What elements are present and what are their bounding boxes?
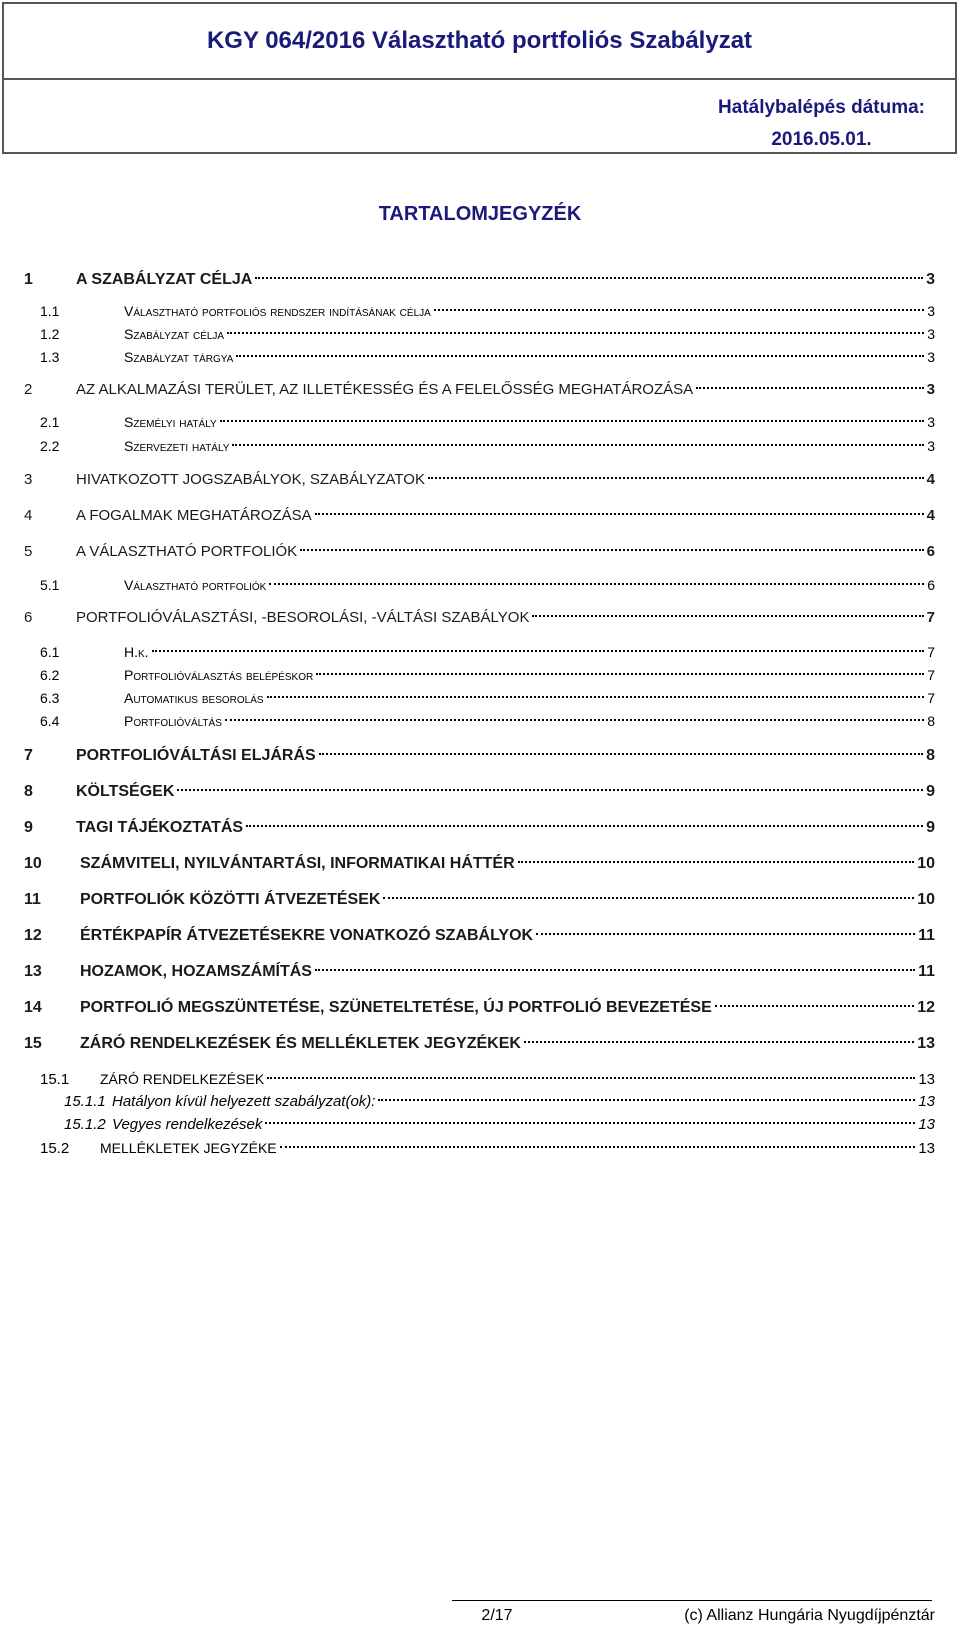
toc-entry[interactable]	[24, 607, 935, 629]
toc-leader	[220, 420, 925, 422]
toc-label: PORTFOLIÓK KÖZÖTTI ÁTVEZETÉSEK	[80, 891, 381, 908]
toc-entry[interactable]	[24, 1068, 935, 1090]
toc-page: 13	[918, 1140, 935, 1157]
toc-label: Választható portfoliók	[124, 577, 267, 593]
toc-entry[interactable]	[24, 300, 935, 322]
effective-date-label: Hatálybalépés dátuma:	[718, 97, 925, 118]
toc-number: 5.1	[40, 577, 60, 593]
toc-page: 9	[926, 783, 935, 800]
toc-page: 3	[926, 381, 935, 398]
toc-entry[interactable]	[24, 997, 935, 1019]
toc-leader	[315, 969, 915, 971]
toc-leader	[524, 1041, 914, 1043]
toc-leader	[280, 1146, 916, 1148]
toc-page: 13	[918, 1093, 935, 1110]
toc-number: 1.2	[40, 326, 60, 342]
toc-label: MELLÉKLETEK JEGYZÉKE	[100, 1140, 277, 1156]
toc-number: 15	[24, 1035, 42, 1052]
toc-page: 6	[926, 543, 935, 560]
toc-number: 1	[24, 271, 33, 288]
toc-entry[interactable]	[24, 346, 935, 368]
toc-label: KÖLTSÉGEK	[76, 783, 175, 800]
toc-leader	[227, 332, 924, 334]
toc-label: A SZABÁLYZAT CÉLJA	[76, 271, 253, 288]
toc-label: Portfolióválasztás belépéskor	[124, 667, 314, 683]
toc-leader	[434, 309, 924, 311]
toc-leader	[378, 1099, 915, 1101]
toc-number: 2.2	[40, 438, 60, 454]
toc-label: Vegyes rendelkezések	[112, 1116, 263, 1133]
toc-number: 9	[24, 819, 33, 836]
toc-page: 7	[927, 690, 935, 706]
toc-entry[interactable]	[24, 1091, 935, 1113]
toc-number: 15.1.2	[64, 1116, 106, 1133]
toc-number: 3	[24, 471, 33, 488]
toc-page: 13	[917, 1035, 935, 1052]
effective-date	[718, 92, 925, 156]
toc-leader	[428, 477, 924, 479]
toc-label: A FOGALMAK MEGHATÁROZÁSA	[76, 507, 312, 524]
toc-page: 3	[927, 438, 935, 454]
toc-leader	[246, 825, 923, 827]
toc-entry[interactable]	[24, 505, 935, 527]
toc-page: 8	[927, 713, 935, 729]
toc-entry[interactable]	[24, 745, 935, 767]
toc-number: 6.3	[40, 690, 60, 706]
toc-entry[interactable]	[24, 323, 935, 345]
toc-page: 6	[927, 577, 935, 593]
page-number: 2/17	[481, 1607, 513, 1624]
toc-label: Hatályon kívül helyezett szabályzat(ok):	[112, 1093, 376, 1110]
toc-entry[interactable]	[24, 411, 935, 433]
toc-label: Szervezeti hatály	[124, 438, 230, 454]
toc-leader	[696, 387, 924, 389]
toc-leader	[383, 897, 914, 899]
toc-entry[interactable]	[24, 1114, 935, 1136]
toc-number: 10	[24, 855, 42, 872]
toc-leader	[715, 1005, 914, 1007]
toc-number: 6	[24, 609, 33, 626]
toc-leader	[225, 719, 924, 721]
toc-number: 13	[24, 963, 42, 980]
toc-label: HOZAMOK, HOZAMSZÁMÍTÁS	[80, 963, 312, 980]
toc-entry[interactable]	[24, 641, 935, 663]
toc-page: 9	[926, 819, 935, 836]
toc-label: Szabályzat tárgya	[124, 349, 234, 365]
toc-entry[interactable]	[24, 853, 935, 875]
toc-heading: TARTALOMJEGYZÉK	[378, 203, 582, 225]
toc-label: A VÁLASZTHATÓ PORTFOLIÓK	[76, 543, 298, 560]
toc-number: 6.2	[40, 667, 60, 683]
toc-page: 3	[927, 414, 935, 430]
toc-leader	[265, 1122, 915, 1124]
toc-leader	[267, 696, 925, 698]
toc-leader	[319, 753, 923, 755]
toc-leader	[236, 355, 924, 357]
toc-label: PORTFOLIÓVÁLTÁSI ELJÁRÁS	[76, 747, 316, 764]
toc-entry[interactable]	[24, 687, 935, 709]
toc-page: 13	[918, 1116, 935, 1133]
toc-page: 10	[917, 891, 935, 908]
footer-divider	[452, 1600, 932, 1601]
toc-number: 15.1.1	[64, 1093, 106, 1110]
footer-copyright: (c) Allianz Hungária Nyugdíjpénztár	[684, 1607, 935, 1624]
toc-number: 7	[24, 747, 33, 764]
toc-number: 12	[24, 927, 42, 944]
toc-page: 3	[927, 326, 935, 342]
toc-label: Automatikus besorolás	[124, 690, 264, 706]
toc-number: 2.1	[40, 414, 60, 430]
toc-entry[interactable]	[24, 574, 935, 596]
toc-label: Személyi hatály	[124, 414, 217, 430]
toc-leader	[532, 615, 923, 617]
toc-number: 2	[24, 381, 33, 398]
toc-entry[interactable]	[24, 1033, 935, 1055]
toc-leader	[316, 673, 924, 675]
toc-page: 7	[927, 644, 935, 660]
toc-entry[interactable]	[24, 541, 935, 563]
document-title: KGY 064/2016 Választható portfoliós Szabályzat	[4, 4, 955, 80]
toc-label: H.k.	[124, 644, 149, 660]
toc-label: HIVATKOZOTT JOGSZABÁLYOK, SZABÁLYZATOK	[76, 471, 425, 488]
toc-label: ÉRTÉKPAPÍR ÁTVEZETÉSEKRE VONATKOZÓ SZABÁLYOK	[80, 927, 534, 944]
toc-number: 1.3	[40, 349, 60, 365]
toc-entry[interactable]	[24, 781, 935, 803]
toc-number: 4	[24, 507, 33, 524]
toc-leader	[269, 583, 924, 585]
toc-number: 15.2	[40, 1140, 70, 1157]
toc-leader	[152, 650, 925, 652]
toc-leader	[177, 789, 923, 791]
toc-label: Választható portfoliós rendszer indításának célja	[124, 303, 431, 319]
toc-page: 3	[926, 271, 935, 288]
toc-page: 4	[926, 507, 935, 524]
toc-entry[interactable]	[24, 925, 935, 947]
toc-leader	[255, 277, 923, 279]
toc-leader	[267, 1077, 915, 1079]
toc-page: 12	[917, 999, 935, 1016]
toc-entry[interactable]	[24, 817, 935, 839]
toc-page: 13	[918, 1071, 935, 1088]
toc-label: Szabályzat célja	[124, 326, 225, 342]
toc-entry[interactable]	[24, 1137, 935, 1159]
toc-page: 10	[917, 855, 935, 872]
toc-label: Portfolióváltás	[124, 713, 222, 729]
toc-leader	[536, 933, 915, 935]
toc-label: ZÁRÓ RENDELKEZÉSEK ÉS MELLÉKLETEK JEGYZÉKEK	[80, 1035, 521, 1052]
toc-number: 6.1	[40, 644, 60, 660]
toc-page: 7	[926, 609, 935, 626]
toc-entry[interactable]	[24, 435, 935, 457]
toc-page: 8	[926, 747, 935, 764]
effective-date-value: 2016.05.01.	[771, 129, 872, 150]
toc-number: 8	[24, 783, 33, 800]
toc-page: 3	[927, 349, 935, 365]
toc-leader	[518, 861, 915, 863]
toc-entry[interactable]	[24, 889, 935, 911]
toc-number: 15.1	[40, 1071, 70, 1088]
toc-leader	[232, 444, 924, 446]
toc-number: 5	[24, 543, 33, 560]
toc-number: 6.4	[40, 713, 60, 729]
toc-entry[interactable]	[24, 469, 935, 491]
toc-page: 4	[926, 471, 935, 488]
toc-label: PORTFOLIÓVÁLASZTÁSI, -BESOROLÁSI, -VÁLTÁSI SZABÁLYOK	[76, 609, 530, 626]
toc-label: SZÁMVITELI, NYILVÁNTARTÁSI, INFORMATIKAI HÁTTÉR	[80, 855, 515, 872]
toc-label: ZÁRÓ RENDELKEZÉSEK	[100, 1071, 265, 1087]
toc-page: 11	[918, 963, 935, 980]
toc-entry[interactable]	[24, 269, 935, 291]
toc-leader	[300, 549, 923, 551]
toc-entry[interactable]	[24, 961, 935, 983]
document-header	[2, 2, 957, 154]
toc-label: TAGI TÁJÉKOZTATÁS	[76, 819, 244, 836]
toc-number: 11	[24, 891, 41, 908]
toc-entry[interactable]	[24, 710, 935, 732]
toc-label: PORTFOLIÓ MEGSZÜNTETÉSE, SZÜNETELTETÉSE, ÚJ PORTFOLIÓ BEVEZETÉSE	[80, 999, 712, 1016]
toc-number: 1.1	[40, 303, 60, 319]
toc-entry[interactable]	[24, 664, 935, 686]
toc-leader	[315, 513, 924, 515]
toc-number: 14	[24, 999, 42, 1016]
toc-page: 11	[918, 927, 935, 944]
toc-page: 7	[927, 667, 935, 683]
toc-entry[interactable]	[24, 379, 935, 401]
toc-label: AZ ALKALMAZÁSI TERÜLET, AZ ILLETÉKESSÉG ÉS A FELELŐSSÉG MEGHATÁROZÁSA	[76, 381, 694, 398]
toc-page: 3	[927, 303, 935, 319]
